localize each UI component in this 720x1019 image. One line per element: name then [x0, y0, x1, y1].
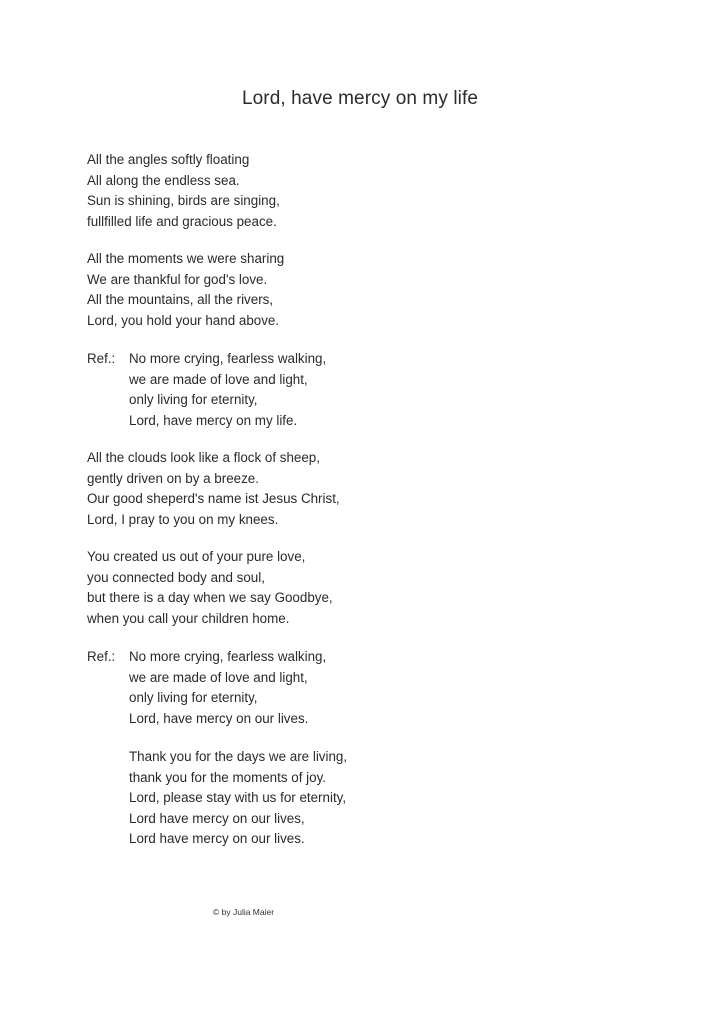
- verse-line: fullfilled life and gracious peace.: [87, 213, 277, 229]
- verse-line: All the mountains, all the rivers,: [87, 292, 274, 307]
- verse-line: when you call your children home.: [87, 610, 290, 626]
- poem-title: [0, 88, 720, 110]
- verse-line: You created us out of your pure love,: [87, 549, 306, 564]
- verse-line: Lord, I pray to you on my knees.: [87, 511, 279, 527]
- verse-line: All the angles softly floating: [87, 152, 250, 167]
- verse-line: you connected body and soul,: [87, 569, 265, 585]
- verse-line: Lord have mercy on our lives,: [129, 810, 305, 826]
- stanza-1: [87, 150, 280, 232]
- verse-line: only living for eternity,: [129, 392, 258, 407]
- stanza-3: [87, 448, 340, 530]
- verse-line: No more crying, fearless walking,: [129, 351, 327, 366]
- stanza-4: [87, 547, 333, 629]
- verse-line: Our good sheperd's name ist Jesus Christ,: [87, 491, 340, 506]
- verse-line: All the clouds look like a flock of sheep,: [87, 450, 320, 465]
- verse-line: but there is a day when we say Goodbye,: [87, 590, 333, 605]
- refrain-label: Ref.:: [87, 649, 116, 664]
- verse-line: we are made of love and light,: [129, 669, 308, 685]
- verse-line: only living for eternity,: [129, 690, 258, 705]
- refrain-label: Ref.:: [87, 351, 116, 366]
- verse-line: Lord, have mercy on my life.: [129, 412, 298, 428]
- verse-line: thank you for the moments of joy.: [129, 769, 326, 785]
- refrain-1: [129, 349, 326, 431]
- verse-line: Lord, you hold your hand above.: [87, 312, 280, 328]
- verse-line: No more crying, fearless walking,: [129, 649, 327, 664]
- verse-line: Lord, have mercy on our lives.: [129, 710, 309, 726]
- verse-line: All the moments we were sharing: [87, 251, 285, 266]
- stanza-2: [87, 249, 284, 331]
- verse-line: We are thankful for god's love.: [87, 271, 268, 287]
- refrain-2: [129, 647, 326, 729]
- verse-line: Thank you for the days we are living,: [129, 749, 348, 764]
- copyright-notice: © by Julia Maier: [213, 907, 275, 917]
- verse-line: we are made of love and light,: [129, 371, 308, 387]
- verse-line: All along the endless sea.: [87, 172, 240, 188]
- poem-title-text: Lord, have mercy on my life: [241, 88, 479, 109]
- verse-line: Lord have mercy on our lives.: [129, 831, 305, 846]
- verse-line: gently driven on by a breeze.: [87, 470, 259, 486]
- verse-line: Sun is shining, birds are singing,: [87, 193, 280, 208]
- closing-stanza: [129, 747, 347, 850]
- verse-line: Lord, please stay with us for eternity,: [129, 790, 347, 805]
